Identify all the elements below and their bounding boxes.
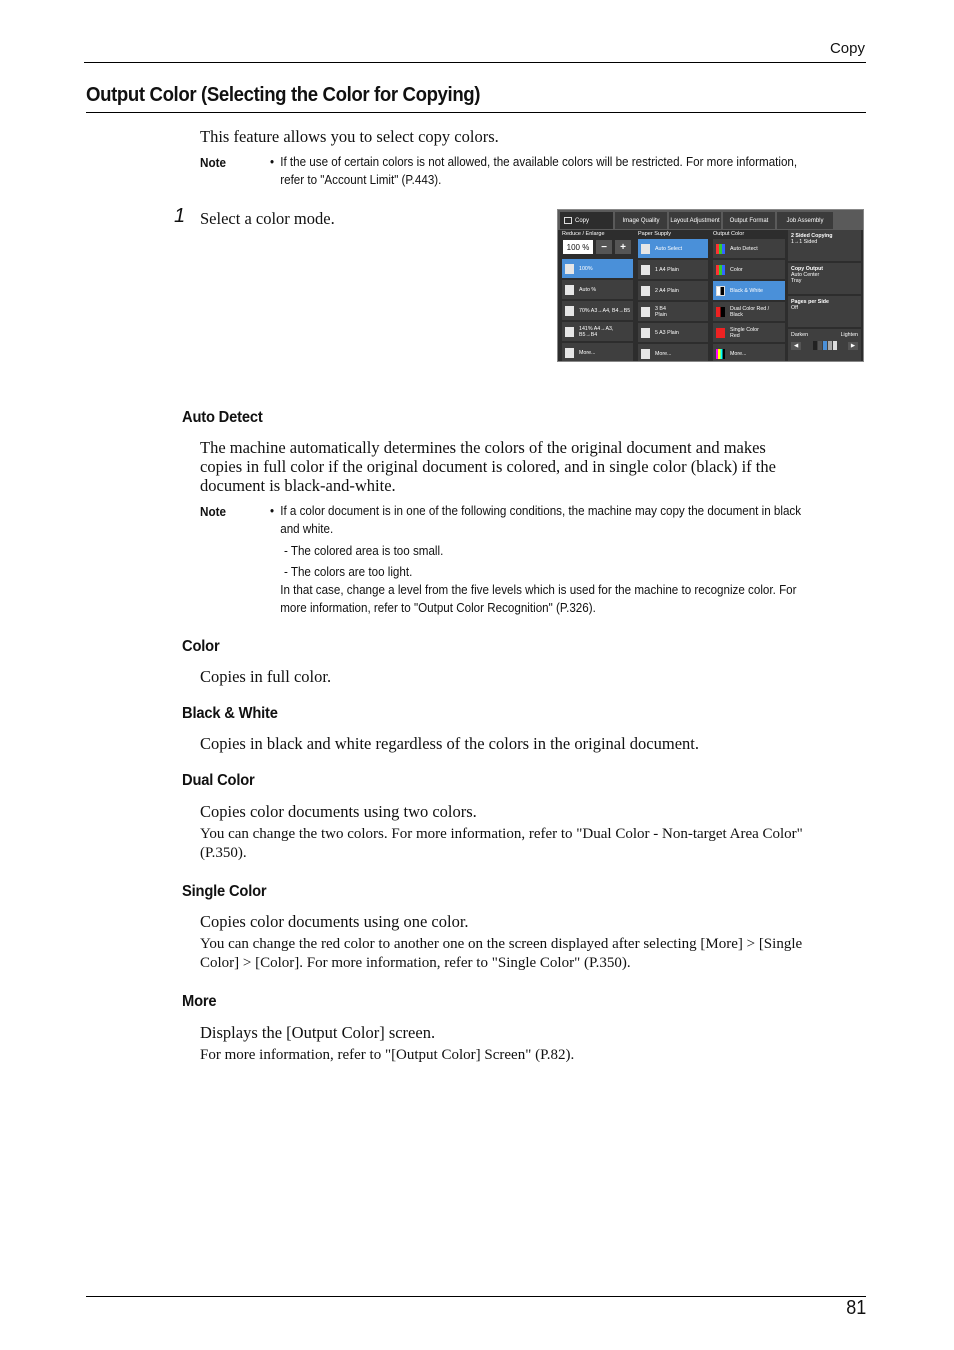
color-description: Copies in full color.	[200, 667, 332, 686]
reduce-option-more[interactable]: More...	[562, 343, 633, 362]
darken-label: Darken	[791, 332, 809, 338]
more-heading: More	[182, 993, 217, 1010]
section-title: Output Color (Selecting the Color for Copying)	[86, 84, 481, 106]
color-option-single-color[interactable]: Single Color Red	[713, 323, 785, 342]
note-text: • If the use of certain colors is not allowed, the available colors will be restricted. For more information, refer to "Account Limit" (P.443).	[270, 155, 798, 187]
dual-color-heading: Dual Color	[182, 772, 255, 789]
step-number: 1	[174, 205, 186, 227]
dual-color-detail: You can change the two colors. For more information, refer to "Dual Color - Non-target Area Color" (P.350).	[200, 826, 803, 861]
paper-icon	[641, 244, 650, 254]
paper-tray-icon	[641, 286, 650, 296]
density-scale	[813, 341, 837, 350]
color-option-black-white[interactable]: Black & White	[713, 281, 785, 300]
tab-job-assembly[interactable]: Job Assembly	[777, 212, 833, 229]
tab-bar	[558, 210, 863, 230]
reduce-option-100[interactable]: 100%	[562, 259, 633, 278]
footer-rule	[86, 1296, 866, 1297]
document-icon	[565, 306, 574, 316]
full-color-icon	[716, 265, 725, 275]
note-bullet: •	[270, 504, 275, 518]
tab-output-format[interactable]: Output Format	[723, 212, 775, 229]
reduce-option-auto[interactable]: Auto %	[562, 280, 633, 299]
more-icon	[641, 349, 650, 359]
tab-copy[interactable]: Copy	[560, 212, 613, 229]
title-rule	[86, 112, 866, 113]
auto-detect-note: • If a color document is in one of the following conditions, the machine may copy the document in black and white. - The colored area is too small. - The colors are too light. In that case, change a level from the five levels which is used for the machine to recognize color. For more information, refer to "Output Color Recognition" (P.326).	[270, 504, 802, 615]
note-label: Note	[200, 155, 227, 170]
paper-option-tray1[interactable]: 1 A4 Plain	[638, 260, 708, 279]
paper-tray-icon	[641, 265, 650, 275]
note-bullet: •	[270, 155, 275, 169]
paper-supply-title: Paper Supply	[638, 231, 672, 237]
more-colors-icon	[716, 349, 725, 359]
more-icon	[565, 348, 574, 358]
copy-output-pane[interactable]: Copy Output Auto Center Tray	[788, 263, 861, 294]
single-color-icon	[716, 328, 725, 338]
header-rule	[84, 62, 866, 63]
lighten-label: Lighten	[840, 332, 858, 338]
paper-tray-icon	[641, 307, 650, 317]
zoom-value: 100 %	[563, 240, 593, 254]
paper-option-tray3[interactable]: 3 B4 Plain	[638, 302, 708, 321]
density-pane	[788, 329, 861, 361]
reduce-enlarge-title: Reduce / Enlarge	[562, 231, 605, 237]
reduce-option-70[interactable]: 70% A3→A4, B4→B5	[562, 301, 633, 320]
color-heading: Color	[182, 638, 220, 655]
dual-color-icon	[716, 307, 725, 317]
tab-image-quality[interactable]: Image Quality	[615, 212, 667, 229]
page-number: 81	[845, 1297, 866, 1319]
document-icon	[565, 264, 574, 274]
density-left-button[interactable]: ◀	[791, 342, 801, 350]
zoom-minus-button[interactable]: −	[596, 240, 612, 254]
more-description: Displays the [Output Color] screen.	[200, 1023, 436, 1042]
document-icon	[565, 285, 574, 295]
auto-detect-description: The machine automatically determines the colors of the original document and makes copies in full color if the original document is colored, and in single color (black) if the document is black-and-white.	[200, 438, 776, 495]
color-option-more[interactable]: More...	[713, 344, 785, 362]
single-color-heading: Single Color	[182, 883, 267, 900]
running-header: Copy	[829, 40, 865, 57]
color-option-dual-color[interactable]: Dual Color Red / Black	[713, 302, 785, 321]
auto-detect-icon	[716, 244, 725, 254]
paper-option-tray5[interactable]: 5 A3 Plain	[638, 323, 708, 342]
black-white-heading: Black & White	[182, 705, 278, 722]
output-color-title: Output Color	[713, 231, 745, 237]
color-option-auto-detect[interactable]: Auto Detect	[713, 239, 785, 258]
copy-icon	[564, 217, 572, 224]
black-white-icon	[716, 286, 725, 296]
document-icon	[565, 327, 574, 337]
single-color-description: Copies color documents using one color.	[200, 912, 469, 931]
note-label: Note	[200, 504, 227, 519]
paper-option-tray2[interactable]: 2 A4 Plain	[638, 281, 708, 300]
paper-tray-icon	[641, 328, 650, 338]
copy-screen-screenshot	[557, 209, 864, 362]
step-text: Select a color mode.	[200, 209, 335, 228]
paper-option-auto[interactable]: Auto Select	[638, 239, 708, 258]
auto-detect-heading: Auto Detect	[182, 409, 263, 426]
pages-per-side-pane[interactable]: Pages per Side Off	[788, 296, 861, 327]
black-white-description: Copies in black and white regardless of the colors in the original document.	[200, 734, 699, 753]
single-color-detail: You can change the red color to another one on the screen displayed after selecting [More] > [Single Color] > [Color]. For more information, refer to "Single Color" (P.350).	[200, 936, 803, 971]
zoom-plus-button[interactable]: +	[615, 240, 631, 254]
density-right-button[interactable]: ▶	[848, 342, 858, 350]
intro-text: This feature allows you to select copy colors.	[200, 127, 499, 146]
tab-layout-adjustment[interactable]: Layout Adjustment	[669, 212, 721, 229]
reduce-option-141[interactable]: 141% A4→A3, B5→B4	[562, 322, 633, 341]
paper-option-more[interactable]: More...	[638, 344, 708, 362]
color-option-color[interactable]: Color	[713, 260, 785, 279]
more-detail: For more information, refer to "[Output Color] Screen" (P.82).	[200, 1047, 575, 1063]
dual-color-description: Copies color documents using two colors.	[200, 802, 477, 821]
two-sided-copying-pane[interactable]: 2 Sided Copying 1→1 Sided	[788, 230, 861, 261]
